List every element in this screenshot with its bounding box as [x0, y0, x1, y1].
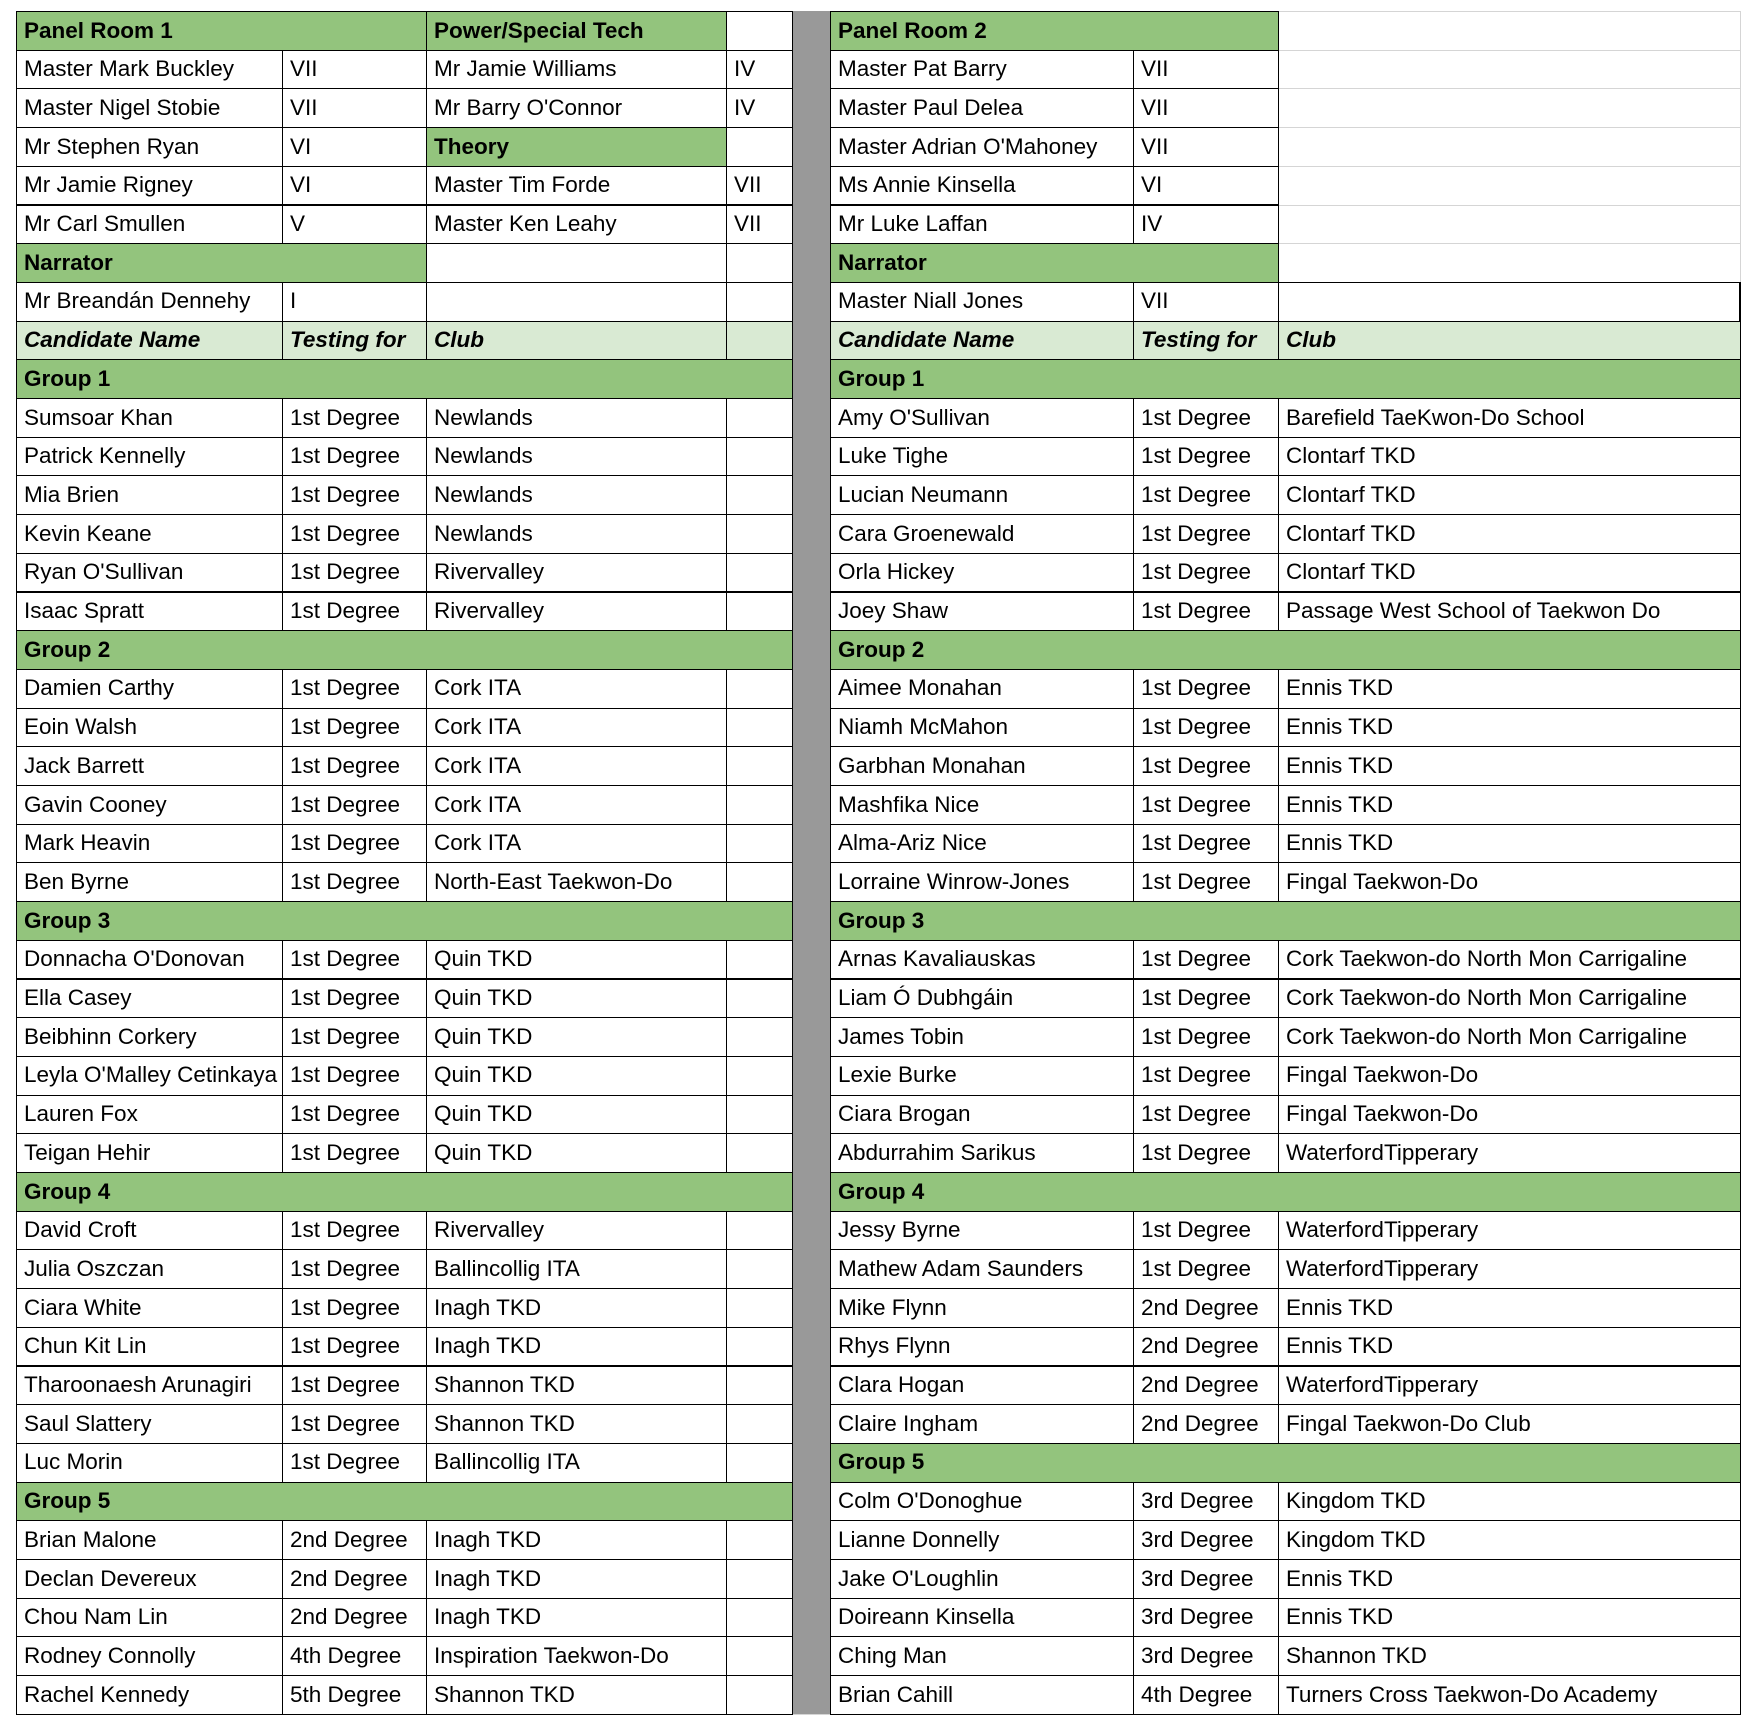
candidate-name: Mark Heavin — [16, 824, 283, 864]
panel-room-1-header: Panel Room 1 — [16, 11, 427, 51]
candidate-club: Rivervalley — [426, 553, 727, 593]
candidate-name: Joey Shaw — [830, 592, 1134, 632]
panel-member-name: Master Adrian O'Mahoney — [830, 127, 1134, 167]
candidate-testing-for: 1st Degree — [1133, 708, 1279, 748]
candidate-testing-for: 3rd Degree — [1133, 1482, 1279, 1522]
candidate-club: Inagh TKD — [426, 1520, 727, 1560]
panel-member-rank: VII — [1133, 88, 1279, 128]
candidate-testing-for: 1st Degree — [1133, 592, 1279, 632]
theory-examiner-rank: VII — [726, 205, 793, 245]
candidate-name: Liam Ó Dubhgáin — [830, 979, 1134, 1019]
candidate-name: Niamh McMahon — [830, 708, 1134, 748]
power-examiner-name: Mr Jamie Williams — [426, 50, 727, 90]
candidate-testing-for: 1st Degree — [282, 1017, 427, 1057]
candidate-testing-for: 3rd Degree — [1133, 1559, 1279, 1599]
theory-examiner-name: Master Ken Leahy — [426, 205, 727, 245]
candidate-club: Quin TKD — [426, 1056, 727, 1096]
candidate-testing-for: 1st Degree — [1133, 1249, 1279, 1289]
empty-cell — [426, 243, 727, 283]
candidate-name: Mashfika Nice — [830, 785, 1134, 825]
candidate-name: Jessy Byrne — [830, 1211, 1134, 1251]
candidate-name: Ciara White — [16, 1288, 283, 1328]
candidate-club: Ennis TKD — [1278, 1559, 1741, 1599]
candidate-name: Mathew Adam Saunders — [830, 1249, 1134, 1289]
empty-cell — [726, 708, 793, 748]
empty-cell — [726, 862, 793, 902]
candidate-name: Julia Oszczan — [16, 1249, 283, 1289]
empty-cell — [726, 1559, 793, 1599]
power-examiner-rank: IV — [726, 88, 793, 128]
candidate-club: Fingal Taekwon-Do Club — [1278, 1404, 1741, 1444]
candidate-name: Chun Kit Lin — [16, 1327, 283, 1367]
panel-member-rank: VII — [1133, 50, 1279, 90]
candidate-club: WaterfordTipperary — [1278, 1133, 1741, 1173]
narrator-header: Narrator — [830, 243, 1279, 283]
group-header: Group 3 — [830, 901, 1741, 941]
candidate-name: Ciara Brogan — [830, 1095, 1134, 1135]
theory-examiner-name: Master Tim Forde — [426, 166, 727, 206]
group-header: Group 4 — [830, 1172, 1741, 1212]
candidate-testing-for: 1st Degree — [1133, 979, 1279, 1019]
candidate-testing-for: 1st Degree — [282, 708, 427, 748]
candidate-name: Cara Groenewald — [830, 514, 1134, 554]
panel-member-name: Ms Annie Kinsella — [830, 166, 1134, 206]
empty-cell — [726, 398, 793, 438]
candidate-testing-for: 1st Degree — [282, 862, 427, 902]
candidate-testing-for: 2nd Degree — [282, 1598, 427, 1638]
candidate-name: Brian Cahill — [830, 1675, 1134, 1715]
candidate-testing-for: 1st Degree — [282, 398, 427, 438]
candidate-testing-for: 1st Degree — [1133, 514, 1279, 554]
theory-examiner-rank: VII — [726, 166, 793, 206]
candidate-name: Rachel Kennedy — [16, 1675, 283, 1715]
candidate-club: Inspiration Taekwon-Do — [426, 1636, 727, 1676]
candidate-club: Ennis TKD — [1278, 669, 1741, 709]
panel-member-name: Master Nigel Stobie — [16, 88, 283, 128]
power-examiner-rank: IV — [726, 50, 793, 90]
candidate-name: Abdurrahim Sarikus — [830, 1133, 1134, 1173]
candidate-name: David Croft — [16, 1211, 283, 1251]
candidate-name: Jake O'Loughlin — [830, 1559, 1134, 1599]
panel-member-name: Mr Jamie Rigney — [16, 166, 283, 206]
candidate-club: Cork Taekwon-do North Mon Carrigaline — [1278, 1017, 1741, 1057]
candidate-club: Cork Taekwon-do North Mon Carrigaline — [1278, 979, 1741, 1019]
candidate-testing-for: 1st Degree — [282, 1327, 427, 1367]
candidate-testing-for: 1st Degree — [282, 1249, 427, 1289]
candidate-club: Ennis TKD — [1278, 824, 1741, 864]
candidate-testing-for: 1st Degree — [282, 1288, 427, 1328]
empty-cell — [726, 1288, 793, 1328]
candidate-club: Newlands — [426, 514, 727, 554]
candidate-name: Jack Barrett — [16, 746, 283, 786]
candidate-club: Passage West School of Taekwon Do — [1278, 592, 1741, 632]
candidate-testing-for: 1st Degree — [282, 1211, 427, 1251]
empty-cell — [726, 979, 793, 1019]
candidate-club: Newlands — [426, 398, 727, 438]
candidate-club: Inagh TKD — [426, 1327, 727, 1367]
narrator-name: Mr Breandán Dennehy — [16, 282, 283, 322]
candidate-club: Kingdom TKD — [1278, 1520, 1741, 1560]
group-header: Group 5 — [830, 1443, 1741, 1483]
candidate-testing-for: 1st Degree — [282, 669, 427, 709]
candidate-club: Shannon TKD — [426, 1366, 727, 1406]
candidate-testing-for: 1st Degree — [282, 1056, 427, 1096]
candidate-testing-for: 1st Degree — [1133, 475, 1279, 515]
empty-cell — [726, 1017, 793, 1057]
column-header-testing-for: Testing for — [1133, 321, 1279, 361]
candidate-testing-for: 2nd Degree — [1133, 1366, 1279, 1406]
candidate-testing-for: 2nd Degree — [1133, 1327, 1279, 1367]
panel-member-name: Master Mark Buckley — [16, 50, 283, 90]
candidate-name: Eoin Walsh — [16, 708, 283, 748]
candidate-club: Cork ITA — [426, 708, 727, 748]
candidate-club: Ennis TKD — [1278, 785, 1741, 825]
narrator-name: Master Niall Jones — [830, 282, 1134, 322]
empty-cell — [726, 592, 793, 632]
candidate-name: Clara Hogan — [830, 1366, 1134, 1406]
candidate-name: Luke Tighe — [830, 437, 1134, 477]
panel-member-rank: IV — [1133, 205, 1279, 245]
empty-cell — [726, 940, 793, 980]
power-examiner-name: Mr Barry O'Connor — [426, 88, 727, 128]
empty-cell — [726, 321, 793, 361]
candidate-club: Cork ITA — [426, 669, 727, 709]
candidate-name: Amy O'Sullivan — [830, 398, 1134, 438]
empty-cell — [726, 785, 793, 825]
candidate-club: Turners Cross Taekwon-Do Academy — [1278, 1675, 1741, 1715]
right-narrator-row-border — [1278, 282, 1740, 284]
candidate-club: Cork ITA — [426, 746, 727, 786]
column-separator — [792, 11, 830, 1714]
candidate-testing-for: 3rd Degree — [1133, 1636, 1279, 1676]
candidate-name: Lauren Fox — [16, 1095, 283, 1135]
group-header: Group 1 — [830, 359, 1741, 399]
empty-cell — [726, 437, 793, 477]
candidate-testing-for: 1st Degree — [1133, 1095, 1279, 1135]
empty-cell — [726, 243, 793, 283]
candidate-club: Rivervalley — [426, 1211, 727, 1251]
candidate-club: Kingdom TKD — [1278, 1482, 1741, 1522]
right-table-edge — [1739, 282, 1741, 322]
candidate-club: North-East Taekwon-Do — [426, 862, 727, 902]
empty-cell — [726, 282, 793, 322]
candidate-club: Newlands — [426, 437, 727, 477]
candidate-testing-for: 2nd Degree — [1133, 1404, 1279, 1444]
candidate-name: Damien Carthy — [16, 669, 283, 709]
candidate-testing-for: 4th Degree — [282, 1636, 427, 1676]
candidate-club: Quin TKD — [426, 1017, 727, 1057]
empty-cell — [726, 1056, 793, 1096]
candidate-name: James Tobin — [830, 1017, 1134, 1057]
candidate-club: Clontarf TKD — [1278, 553, 1741, 593]
candidate-club: Rivervalley — [426, 592, 727, 632]
candidate-testing-for: 3rd Degree — [1133, 1520, 1279, 1560]
candidate-testing-for: 1st Degree — [282, 785, 427, 825]
candidate-name: Teigan Hehir — [16, 1133, 283, 1173]
candidate-name: Gavin Cooney — [16, 785, 283, 825]
candidate-name: Lexie Burke — [830, 1056, 1134, 1096]
panel-room-2-header: Panel Room 2 — [830, 11, 1279, 51]
candidate-name: Ryan O'Sullivan — [16, 553, 283, 593]
candidate-club: Quin TKD — [426, 940, 727, 980]
empty-cell — [726, 11, 793, 51]
candidate-club: Fingal Taekwon-Do — [1278, 1095, 1741, 1135]
empty-cell — [726, 1636, 793, 1676]
empty-cell — [726, 1520, 793, 1560]
candidate-name: Saul Slattery — [16, 1404, 283, 1444]
candidate-club: WaterfordTipperary — [1278, 1249, 1741, 1289]
candidate-testing-for: 1st Degree — [282, 553, 427, 593]
panel-member-rank: VI — [282, 166, 427, 206]
candidate-name: Mia Brien — [16, 475, 283, 515]
candidate-testing-for: 1st Degree — [1133, 785, 1279, 825]
candidate-name: Kevin Keane — [16, 514, 283, 554]
candidate-club: Inagh TKD — [426, 1288, 727, 1328]
candidate-club: Clontarf TKD — [1278, 514, 1741, 554]
candidate-name: Rodney Connolly — [16, 1636, 283, 1676]
candidate-club: Shannon TKD — [426, 1675, 727, 1715]
candidate-club: WaterfordTipperary — [1278, 1211, 1741, 1251]
candidate-name: Declan Devereux — [16, 1559, 283, 1599]
candidate-club: Fingal Taekwon-Do — [1278, 862, 1741, 902]
empty-cell — [726, 1366, 793, 1406]
empty-cell — [726, 1443, 793, 1483]
candidate-name: Ben Byrne — [16, 862, 283, 902]
candidate-club: Clontarf TKD — [1278, 437, 1741, 477]
empty-cell — [726, 1404, 793, 1444]
candidate-club: Ennis TKD — [1278, 1598, 1741, 1638]
candidate-testing-for: 1st Degree — [282, 940, 427, 980]
panel-member-rank: VI — [1133, 166, 1279, 206]
candidate-testing-for: 1st Degree — [282, 1095, 427, 1135]
candidate-testing-for: 3rd Degree — [1133, 1598, 1279, 1638]
candidate-name: Tharoonaesh Arunagiri — [16, 1366, 283, 1406]
candidate-testing-for: 1st Degree — [282, 1366, 427, 1406]
column-header-club: Club — [1278, 321, 1741, 361]
column-header-testing-for: Testing for — [282, 321, 427, 361]
empty-cell — [726, 1095, 793, 1135]
candidate-club: Newlands — [426, 475, 727, 515]
candidate-name: Garbhan Monahan — [830, 746, 1134, 786]
candidate-name: Beibhinn Corkery — [16, 1017, 283, 1057]
candidate-testing-for: 1st Degree — [1133, 862, 1279, 902]
empty-cell — [726, 1327, 793, 1367]
candidate-testing-for: 1st Degree — [282, 437, 427, 477]
candidate-club: Ennis TKD — [1278, 746, 1741, 786]
candidate-testing-for: 1st Degree — [282, 1404, 427, 1444]
column-header-candidate-name: Candidate Name — [16, 321, 283, 361]
narrator-header: Narrator — [16, 243, 427, 283]
candidate-name: Chou Nam Lin — [16, 1598, 283, 1638]
candidate-testing-for: 1st Degree — [1133, 940, 1279, 980]
candidate-name: Orla Hickey — [830, 553, 1134, 593]
candidate-club: Quin TKD — [426, 979, 727, 1019]
candidate-club: Inagh TKD — [426, 1598, 727, 1638]
theory-header: Theory — [426, 127, 727, 167]
column-header-club: Club — [426, 321, 727, 361]
candidate-club: Inagh TKD — [426, 1559, 727, 1599]
empty-cell — [726, 514, 793, 554]
candidate-testing-for: 1st Degree — [1133, 1017, 1279, 1057]
candidate-name: Lorraine Winrow-Jones — [830, 862, 1134, 902]
panel-member-name: Mr Carl Smullen — [16, 205, 283, 245]
candidate-club: Shannon TKD — [1278, 1636, 1741, 1676]
panel-member-rank: VII — [282, 88, 427, 128]
empty-cell — [726, 746, 793, 786]
candidate-testing-for: 1st Degree — [282, 592, 427, 632]
candidate-club: Ennis TKD — [1278, 1288, 1741, 1328]
group-header: Group 2 — [830, 630, 1741, 670]
candidate-name: Leyla O'Malley Cetinkaya — [16, 1056, 283, 1096]
candidate-name: Ching Man — [830, 1636, 1134, 1676]
empty-cell — [726, 553, 793, 593]
candidate-name: Luc Morin — [16, 1443, 283, 1483]
panel-member-rank: V — [282, 205, 427, 245]
candidate-club: Ennis TKD — [1278, 708, 1741, 748]
group-header: Group 4 — [16, 1172, 793, 1212]
candidate-name: Arnas Kavaliauskas — [830, 940, 1134, 980]
candidate-testing-for: 2nd Degree — [282, 1520, 427, 1560]
candidate-testing-for: 1st Degree — [282, 1133, 427, 1173]
candidate-testing-for: 2nd Degree — [282, 1559, 427, 1599]
candidate-club: Quin TKD — [426, 1133, 727, 1173]
candidate-club: Cork Taekwon-do North Mon Carrigaline — [1278, 940, 1741, 980]
candidate-name: Brian Malone — [16, 1520, 283, 1560]
empty-cell — [426, 282, 727, 322]
panel-member-name: Mr Stephen Ryan — [16, 127, 283, 167]
candidate-club: Cork ITA — [426, 824, 727, 864]
candidate-testing-for: 1st Degree — [1133, 824, 1279, 864]
candidate-club: Ballincollig ITA — [426, 1249, 727, 1289]
candidate-club: Shannon TKD — [426, 1404, 727, 1444]
candidate-testing-for: 1st Degree — [1133, 437, 1279, 477]
empty-cell — [726, 1675, 793, 1715]
narrator-rank: VII — [1133, 282, 1279, 322]
power-special-tech-header: Power/Special Tech — [426, 11, 727, 51]
group-header: Group 5 — [16, 1482, 793, 1522]
group-header: Group 2 — [16, 630, 793, 670]
candidate-testing-for: 1st Degree — [282, 979, 427, 1019]
panel-member-rank: VI — [282, 127, 427, 167]
candidate-name: Isaac Spratt — [16, 592, 283, 632]
empty-cell — [726, 127, 793, 167]
candidate-club: Clontarf TKD — [1278, 475, 1741, 515]
narrator-rank: I — [282, 282, 427, 322]
candidate-testing-for: 1st Degree — [282, 475, 427, 515]
candidate-testing-for: 1st Degree — [282, 824, 427, 864]
candidate-name: Rhys Flynn — [830, 1327, 1134, 1367]
candidate-testing-for: 1st Degree — [282, 746, 427, 786]
column-header-candidate-name: Candidate Name — [830, 321, 1134, 361]
candidate-testing-for: 1st Degree — [1133, 553, 1279, 593]
candidate-name: Aimee Monahan — [830, 669, 1134, 709]
candidate-name: Lucian Neumann — [830, 475, 1134, 515]
panel-member-name: Master Paul Delea — [830, 88, 1134, 128]
candidate-club: Cork ITA — [426, 785, 727, 825]
candidate-club: Ennis TKD — [1278, 1327, 1741, 1367]
candidate-club: Quin TKD — [426, 1095, 727, 1135]
candidate-name: Patrick Kennelly — [16, 437, 283, 477]
panel-member-rank: VII — [1133, 127, 1279, 167]
candidate-testing-for: 1st Degree — [1133, 1211, 1279, 1251]
empty-cell — [726, 475, 793, 515]
candidate-testing-for: 4th Degree — [1133, 1675, 1279, 1715]
candidate-name: Sumsoar Khan — [16, 398, 283, 438]
candidate-name: Mike Flynn — [830, 1288, 1134, 1328]
candidate-testing-for: 1st Degree — [1133, 1133, 1279, 1173]
candidate-testing-for: 1st Degree — [1133, 1056, 1279, 1096]
empty-cell — [726, 1598, 793, 1638]
empty-cell — [726, 1133, 793, 1173]
candidate-testing-for: 1st Degree — [1133, 669, 1279, 709]
empty-cell — [726, 824, 793, 864]
panel-member-name: Mr Luke Laffan — [830, 205, 1134, 245]
candidate-name: Colm O'Donoghue — [830, 1482, 1134, 1522]
candidate-club: WaterfordTipperary — [1278, 1366, 1741, 1406]
candidate-name: Lianne Donnelly — [830, 1520, 1134, 1560]
candidate-testing-for: 1st Degree — [282, 1443, 427, 1483]
candidate-testing-for: 1st Degree — [282, 514, 427, 554]
candidate-testing-for: 1st Degree — [1133, 746, 1279, 786]
candidate-name: Donnacha O'Donovan — [16, 940, 283, 980]
empty-cell — [726, 1211, 793, 1251]
candidate-club: Ballincollig ITA — [426, 1443, 727, 1483]
candidate-testing-for: 1st Degree — [1133, 398, 1279, 438]
group-header: Group 1 — [16, 359, 793, 399]
empty-cell — [726, 1249, 793, 1289]
candidate-club: Fingal Taekwon-Do — [1278, 1056, 1741, 1096]
candidate-name: Ella Casey — [16, 979, 283, 1019]
candidate-name: Alma-Ariz Nice — [830, 824, 1134, 864]
candidate-testing-for: 5th Degree — [282, 1675, 427, 1715]
candidate-name: Claire Ingham — [830, 1404, 1134, 1444]
panel-member-name: Master Pat Barry — [830, 50, 1134, 90]
group-header: Group 3 — [16, 901, 793, 941]
candidate-name: Doireann Kinsella — [830, 1598, 1134, 1638]
empty-cell — [726, 669, 793, 709]
panel-member-rank: VII — [282, 50, 427, 90]
candidate-testing-for: 2nd Degree — [1133, 1288, 1279, 1328]
candidate-club: Barefield TaeKwon-Do School — [1278, 398, 1741, 438]
